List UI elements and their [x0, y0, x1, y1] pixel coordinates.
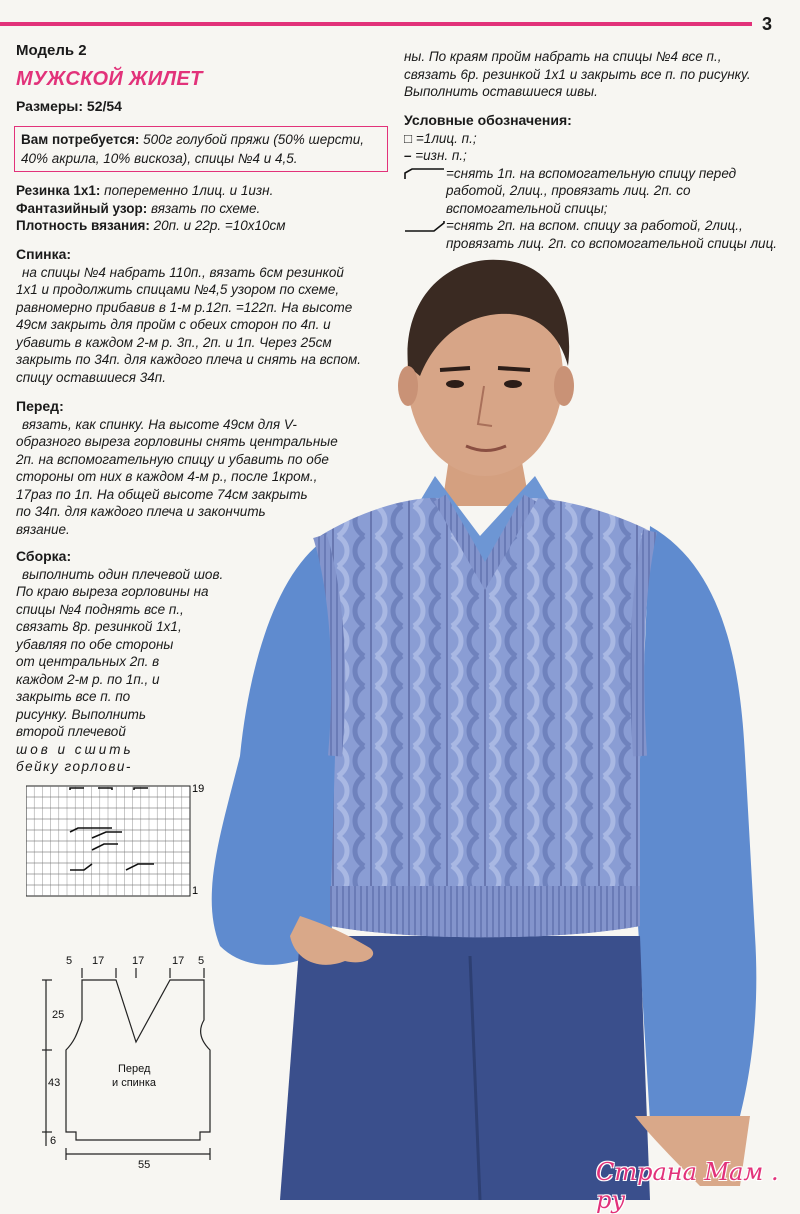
- chart-grid: [26, 786, 190, 896]
- text-line: убавить в каждом 2-м р. 3п., 2п. и 1п. Через 25см: [16, 334, 332, 350]
- legend-text: =снять 2п. на вспом. спицу за работой, 2лиц., провязать лиц. 2п. со вспомогательной спицы лиц.: [446, 218, 778, 251]
- text-line: от центральных 2п. в: [16, 654, 160, 669]
- dim-top-3: 17: [132, 955, 145, 967]
- sizes: Размеры: 52/54: [16, 98, 122, 114]
- text-line: связать 8р. резинкой 1х1,: [16, 619, 182, 634]
- specs: [16, 182, 388, 235]
- text-line: 17раз по 1п. На общей высоте 74см закрыть: [16, 486, 308, 502]
- text-line: выполнить один плечевой шов.: [22, 566, 224, 582]
- materials-text: 500г голубой пряжи (50% шерсти, 40% акрила, 10% вискоза), спицы №4 и 4,5.: [21, 132, 364, 166]
- spec-label: Плотность вязания:: [16, 218, 150, 233]
- back-heading: Спинка:: [16, 246, 72, 262]
- materials-box: [14, 126, 388, 172]
- text-line: вязать, как спинку. На высоте 49см для V-: [22, 416, 297, 432]
- text-line: Выполнить оставшиеся швы.: [404, 84, 598, 99]
- text-line: убавляя по обе стороны: [16, 636, 174, 652]
- dim-top-4: 17: [172, 955, 185, 967]
- legend-text: =снять 1п. на вспомогательную спицу перед работой, 2лиц., провязать лиц. 2п. со вспомогательной спицы;: [446, 165, 737, 216]
- legend-text: =изн. п.;: [415, 148, 467, 163]
- text-line: закрыть все п. по: [16, 689, 131, 704]
- materials-label: Вам потребуется:: [21, 132, 140, 147]
- garment-schematic: [40, 950, 240, 1175]
- dim-top-5: 5: [198, 955, 205, 967]
- text-line: образного выреза горловины снять центральные: [16, 434, 338, 449]
- chart-row-top: 19: [192, 783, 205, 795]
- legend-item: [404, 165, 796, 218]
- model-photo: [180, 236, 800, 1200]
- watermark: Страна Мам . ру: [596, 1158, 779, 1214]
- dim-top-1: 5: [66, 955, 73, 967]
- text-line: ны. По краям пройм набрать на спицы №4 все п.,: [404, 49, 722, 64]
- text-line: на спицы №4 набрать 110п., вязать 6см резинкой: [22, 264, 344, 280]
- schematic-label-2: и спинка: [112, 1077, 157, 1089]
- text-line: связать 6р. резинкой 1х1 и закрыть все п. по рисунку.: [404, 66, 751, 82]
- page-number: 3: [762, 14, 773, 34]
- text-line: 49см закрыть для пройм с обеих сторон по 4п. и: [16, 317, 331, 332]
- chart-row-bottom: 1: [192, 885, 199, 897]
- spec-text: вязать по схеме.: [150, 200, 261, 216]
- text-line: спицу оставшиеся 34п.: [16, 369, 166, 385]
- model-number: Модель 2: [16, 42, 87, 59]
- dim-left-rib: 6: [50, 1135, 57, 1147]
- dim-left-body: 43: [48, 1077, 61, 1089]
- legend-text: =1лиц. п.;: [415, 130, 477, 146]
- text-line: второй плечевой: [16, 724, 126, 739]
- text-line: шов и сшить: [16, 741, 134, 757]
- spec-label: Фантазийный узор:: [16, 200, 148, 216]
- text-line: каждом 2-м р. по 1п., и: [16, 671, 160, 687]
- assembly-heading: Сборка:: [16, 548, 72, 564]
- page-title: МУЖСКОЙ ЖИЛЕТ: [16, 68, 203, 90]
- legend-heading: Условные обозначения:: [404, 112, 572, 128]
- cable-right-cross-icon: [404, 167, 446, 181]
- spec-text: 20п. и 22р. =10х10см: [153, 218, 286, 233]
- right-column-text: [404, 48, 794, 101]
- text-line: спицы №4 поднять все п.,: [16, 601, 184, 617]
- text-line: вязание.: [16, 521, 70, 537]
- text-line: 1х1 и продолжить спицами №4,5 узором по схеме,: [16, 282, 340, 297]
- front-heading: Перед:: [16, 398, 64, 414]
- knitting-chart: [26, 780, 206, 900]
- dim-left-armhole: 25: [52, 1009, 65, 1021]
- text-line: по 34п. для каждого плеча и закончить: [16, 504, 266, 519]
- schematic-label-1: Перед: [118, 1063, 151, 1075]
- purl-stitch-icon: –: [404, 148, 412, 163]
- dim-bottom: 55: [138, 1159, 151, 1171]
- text-line: По краю выреза горловины на: [16, 584, 209, 599]
- header-rule: [0, 22, 752, 26]
- spec-text: попеременно 1лиц. и 1изн.: [104, 183, 274, 198]
- text-line: 2п. на вспомогательную спицу и убавить по обе: [16, 451, 329, 467]
- knit-stitch-icon: □: [404, 130, 413, 146]
- text-line: закрыть по 34п. для каждого плеча и снять на вспом.: [16, 352, 362, 367]
- text-line: бейку горлови-: [16, 759, 132, 774]
- text-line: равномерно прибавив в 1-м р.12п. =122п. На высоте: [16, 299, 353, 315]
- legend: [404, 112, 796, 252]
- text-line: стороны от них в каждом 4-м р., после 1кром.,: [16, 469, 318, 484]
- spec-label: Резинка 1х1:: [16, 183, 101, 198]
- dim-top-2: 17: [92, 955, 105, 967]
- cable-left-cross-icon: [404, 219, 446, 233]
- text-line: рисунку. Выполнить: [16, 706, 146, 722]
